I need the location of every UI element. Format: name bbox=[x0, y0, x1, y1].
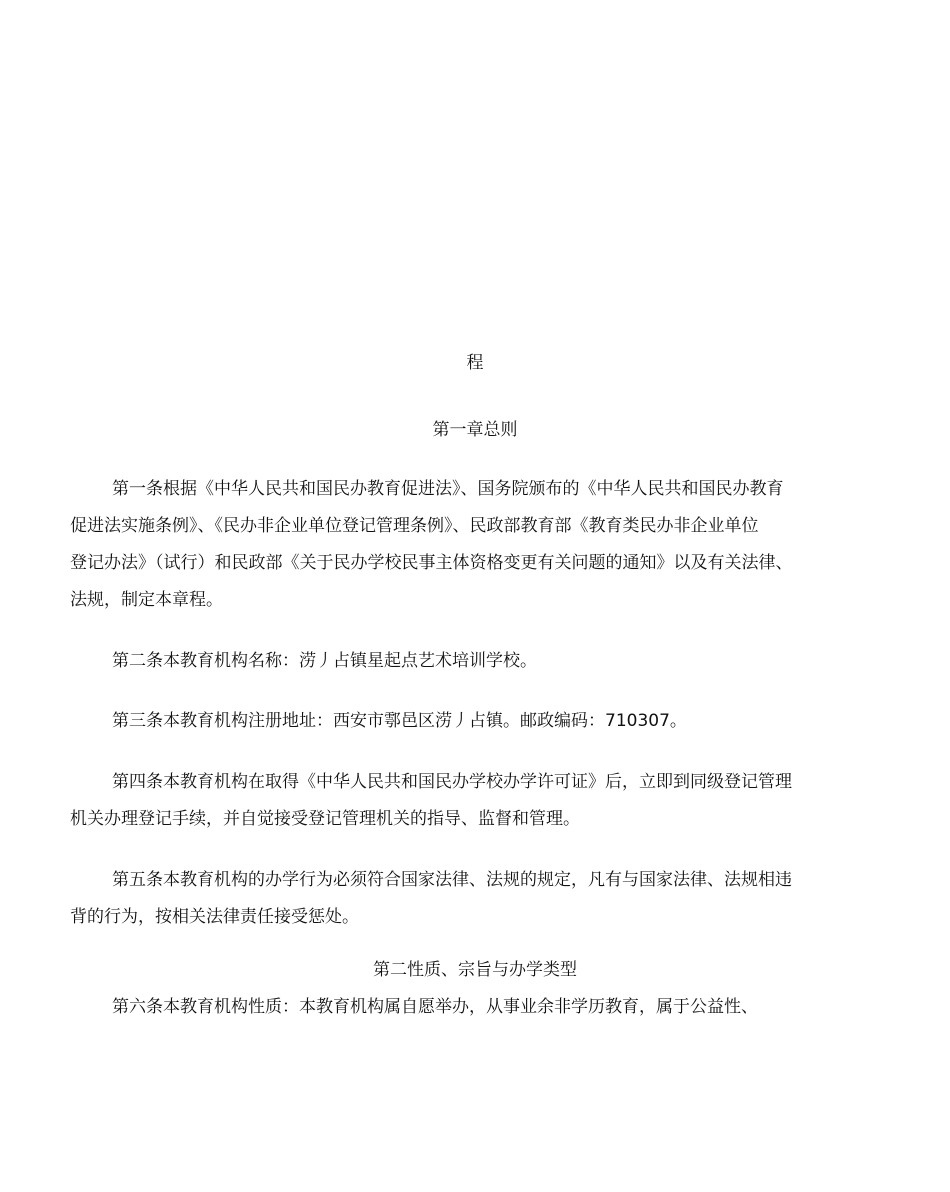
chapter-1-heading: 第一章总则 bbox=[432, 420, 518, 440]
article-5-line-1: 第五条本教育机构的办学行为必须符合国家法律、法规的规定，凡有与国家法律、法规相违 bbox=[112, 870, 792, 890]
article-2-line-1: 第二条本教育机构名称：涝丿占镇星起点艺术培训学校。 bbox=[112, 651, 537, 671]
article-6 bbox=[70, 989, 870, 1026]
article-3-line-1: 第三条本教育机构注册地址：西安市鄠邑区涝丿占镇。邮政编码：710307。 bbox=[112, 711, 687, 731]
article-3 bbox=[70, 703, 870, 740]
article-5 bbox=[70, 862, 870, 936]
article-4-line-2: 机关办理登记手续，并自觉接受登记管理机关的指导、监督和管理。 bbox=[70, 809, 580, 829]
article-1-line-4: 法规，制定本章程。 bbox=[70, 590, 223, 610]
article-2 bbox=[70, 643, 870, 680]
chapter-2-heading: 第二性质、宗旨与办学类型 bbox=[373, 960, 577, 980]
article-1-line-3: 登记办法》（试行）和民政部《关于民办学校民事主体资格变更有关问题的通知》以及有关法律、 bbox=[70, 553, 793, 573]
title-fragment: 程 bbox=[466, 353, 484, 373]
article-1-line-1: 第一条根据《中华人民共和国民办教育促进法》、国务院颁布的《中华人民共和国民办教育 bbox=[112, 479, 784, 499]
article-1 bbox=[70, 471, 870, 619]
article-6-line-1: 第六条本教育机构性质：本教育机构属自愿举办，从事业余非学历教育，属于公益性、 bbox=[112, 997, 758, 1017]
article-5-line-2: 背的行为，按相关法律责任接受惩处。 bbox=[70, 907, 359, 927]
article-1-line-2: 促进法实施条例》、《民办非企业单位登记管理条例》、民政部教育部《教育类民办非企业单位 bbox=[70, 516, 759, 536]
article-4 bbox=[70, 764, 870, 838]
article-4-line-1: 第四条本教育机构在取得《中华人民共和国民办学校办学许可证》后，立即到同级登记管理 bbox=[112, 772, 792, 792]
